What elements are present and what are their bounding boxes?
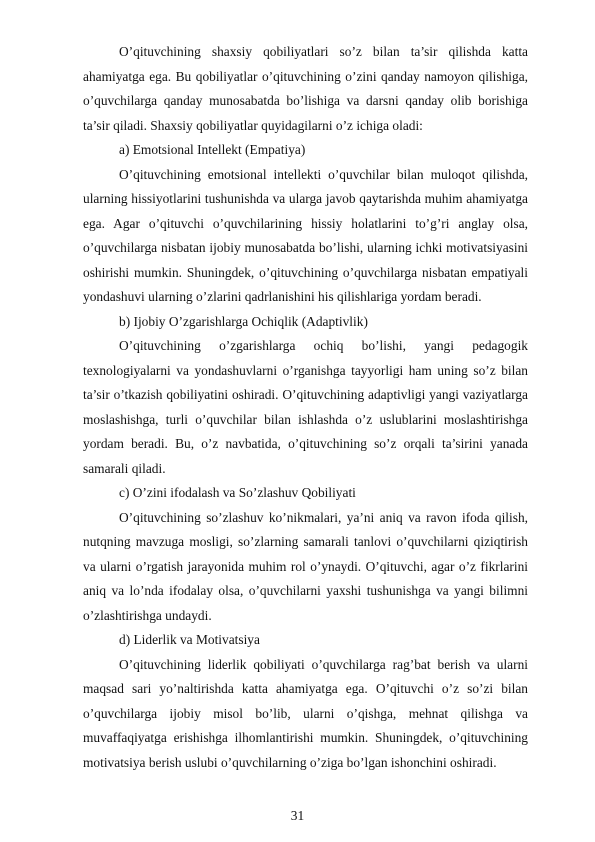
section-heading-d: d) Liderlik va Motivatsiya	[119, 632, 260, 647]
document-page	[83, 40, 528, 775]
section-paragraph-c: O’qituvchining so’zlashuv ko’nikmalari, ya’ni aniq va ravon ifoda qilish, nutqning mavzuga mosligi, so’zlarning samarali tanlovi o’quvchilarni qiziqtirish va ularni o’rgatish jarayonida muhim rol o’ynaydi. O’qituvchi, agar o’z fikrlarini aniq va lo’nda ifodalay olsa, o’quvchilarni yaxshi tushunishga va yangi bilimni o’zlashtirishga undaydi.	[83, 509, 528, 623]
section-paragraph-d: O’qituvchining liderlik qobiliyati o’quvchilarga rag’bat berish va ularni maqsad sari yo’naltirishda katta ahamiyatga ega. O’qituvchi o’z so’zi bilan o’quvchilarga ijobiy misol bo’lib, ularni o’qishga, mehnat qilishga va muvaffaqiyatga erishishga ilhomlantirishi mumkin. Shuningdek, o’qituvchining motivatsiya berish uslubi o’quvchilarning o’ziga bo’lgan ishonchini oshiradi.	[83, 656, 528, 770]
page-number: 31	[290, 808, 305, 823]
intro-paragraph: O’qituvchining shaxsiy qobiliyatlari so’z bilan ta’sir qilishda katta ahamiyatga ega. Bu qobiliyatlar o’qituvchining o’zini qanday namoyon qilishiga, o’quvchilarga qanday munosabatda bo’lishiga va darsni qanday olib borishiga ta’sir qiladi. Shaxsiy qobiliyatlar quyidagilarni o’z ichiga oladi:	[83, 44, 528, 133]
section-paragraph-b: O’qituvchining o’zgarishlarga ochiq bo’lishi, yangi pedagogik texnologiyalarni va yondashuvlarni o’rganishga tayyorligi ham uning so’z bilan ta’sir o’tkazish qobiliyatini oshiradi. O’qituvchining adaptivligi yangi vaziyatlarga moslashishga, turli o’quvchilar bilan ishlashda o’z uslublarini moslashtirishga yordam beradi. Bu, o’z navbatida, o’qituvchining so’z orqali ta’sirini yanada samarali qiladi.	[83, 338, 528, 476]
section-paragraph-a: O’qituvchining emotsional intellekti o’quvchilar bilan muloqot qilishda, ularning hissiyotlarini tushunishda va ularga javob qaytarishda muhim ahamiyatga ega. Agar o’qituvchi o’quvchilarining hissiy holatlarini to’g’ri anglay olsa, o’quvchilarga nisbatan ijobiy munosabatda bo’lishi, ularning ichki motivatsiyasini oshirishi mumkin. Shuningdek, o’qituvchining o’quvchilarga nisbatan empatiyali yondashuvi ularning o’zlarini qadrlanishini his qilishlariga yordam beradi.	[83, 166, 528, 304]
section-heading-a: a) Emotsional Intellekt (Empatiya)	[119, 142, 306, 157]
section-heading-c: c) O’zini ifodalash va So’zlashuv Qobiliyati	[119, 485, 356, 500]
section-heading-b: b) Ijobiy O’zgarishlarga Ochiqlik (Adaptivlik)	[119, 313, 368, 329]
